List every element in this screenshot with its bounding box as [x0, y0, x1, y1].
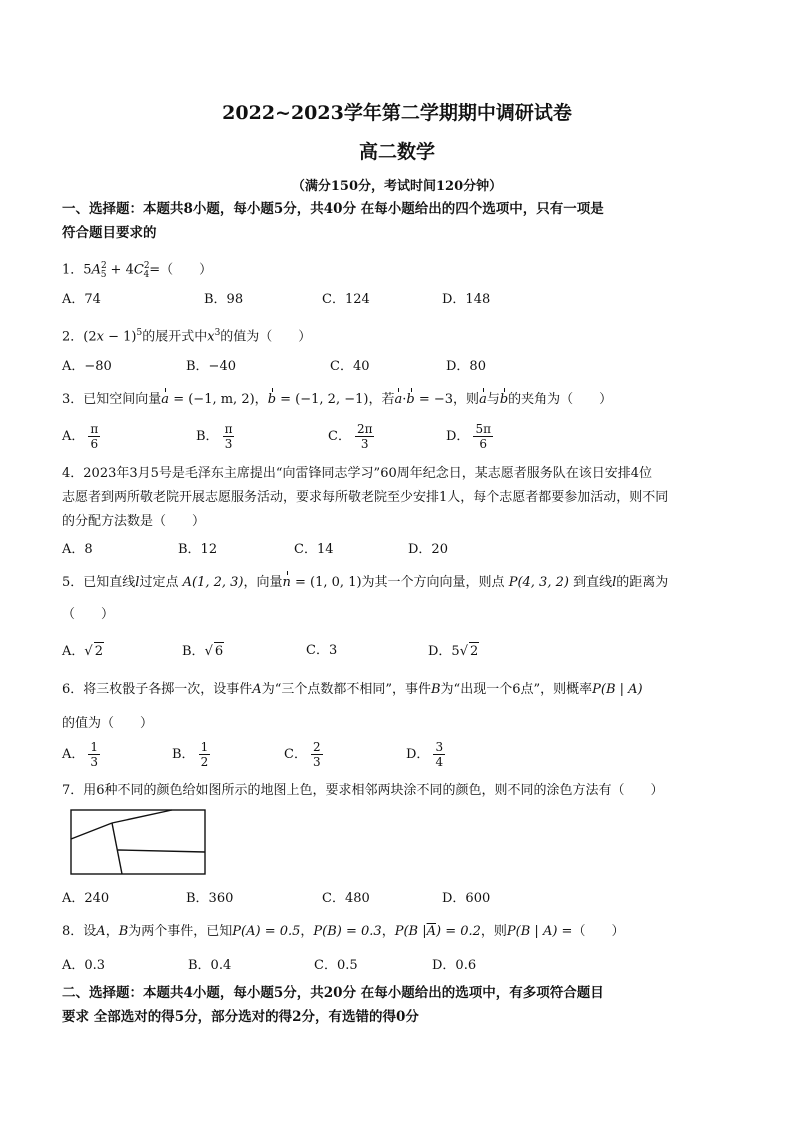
q7-option-d: D．600: [442, 891, 491, 906]
q8-option-b: B．0.4: [188, 958, 232, 973]
q1-option-d: D．148: [442, 292, 491, 307]
q4-option-d: D．20: [408, 542, 448, 557]
q5-option-c: C．3: [306, 643, 338, 658]
q7-option-b: B．360: [186, 891, 234, 906]
q7-option-c: C．480: [322, 891, 370, 906]
map-line-2: [112, 810, 172, 823]
q6-line-2: 的值为（ ）: [62, 716, 154, 731]
q3-option-d: D． $\frac{5\pi}{6}$: [446, 422, 491, 451]
question-2: 2．$(2x - 1)^5$的展开式中$x^3$的值为（ ）: [62, 328, 312, 345]
question-6: 6．将三枚骰子各掷一次，设事件A为“三个点数都不相同”，事件B为“出现一个6点”，则概率P(B | A): [62, 682, 643, 697]
q1-option-c: C．124: [322, 292, 370, 307]
q5-option-b: B．√ 6: [182, 644, 224, 659]
question-3: 3．已知空间向量a = (−1, m, 2)，b = (−1, 2, −1)，若a·b = −3，则a与b的夹角为（ ）: [62, 392, 613, 407]
q5-option-d: D．5√ 2: [428, 644, 479, 659]
question-7: 7．用6种不同的颜色给如图所示的地图上色，要求相邻两块涂不同的颜色，则不同的涂色方法有（ ）: [62, 783, 664, 798]
q3-option-b: B． $\frac{\pi}{3}$: [196, 422, 233, 451]
subject-title: 高二数学: [358, 141, 435, 163]
map-line-1: [71, 823, 112, 839]
map-line-4: [118, 850, 205, 852]
q6-option-a: A． $\frac{1}{3}$: [62, 740, 99, 769]
question-1: 1．$5A^2_5 + 4C^2_4=$（ ）: [62, 261, 213, 280]
q1-option-b: B．98: [204, 292, 244, 307]
q4-option-b: B．12: [178, 542, 218, 557]
exam-info: （满分150分，考试时间120分钟）: [291, 179, 503, 194]
q8-option-c: C．0.5: [314, 958, 358, 973]
q2-option-c: C．40: [330, 359, 370, 374]
q4-option-a: A．8: [62, 542, 93, 557]
region-map-figure: [70, 809, 206, 875]
q8-option-a: A．0.3: [62, 958, 106, 973]
q6-option-c: C． $\frac{2}{3}$: [284, 740, 321, 769]
q2-option-b: B．−40: [186, 359, 236, 374]
question-8: 8．设A，B为两个事件，已知P(A) = 0.5，P(B) = 0.3，P(B $|\overline{A}) = 0.2$，则P(B | A) =（ ）: [62, 924, 625, 939]
q2-option-d: D．80: [446, 359, 486, 374]
q8-option-d: D．0.6: [432, 958, 477, 973]
q7-option-a: A．240: [62, 891, 110, 906]
q1-option-a: A．74: [62, 292, 101, 307]
exam-title: 2022~2023学年第二学期期中调研试卷: [222, 102, 572, 124]
q5-option-a: A．√ 2: [62, 644, 103, 659]
q3-option-c: C． $\frac{2\pi}{3}$: [328, 422, 373, 451]
q2-option-a: A．−80: [62, 359, 112, 374]
section-1-heading: 一、选择题：本题共8小题，每小题5分，共40分 在每小题给出的四个选项中，只有一项是 符合题目要求的: [62, 201, 604, 241]
q6-option-d: D． $\frac{3}{4}$: [406, 740, 444, 769]
question-4: 4．2023年3月5号是毛泽东主席提出“向雷锋同志学习”60周年纪念日，某志愿者服务队在该日安排4位 志愿者到两所敬老院开展志愿服务活动，要求每所敬老院至少安排1人，每个志愿者都要参加活动，则不同 的分配方法数是（ ）: [62, 466, 669, 529]
section-2-heading: 二、选择题：本题共4小题，每小题5分，共20分 在每小题给出的选项中，有多项符合题目 要求 全部选对的得5分，部分选对的得2分，有选错的得0分: [62, 985, 604, 1025]
q6-option-b: B． $\frac{1}{2}$: [172, 740, 209, 769]
q3-option-a: A． $\frac{\pi}{6}$: [62, 422, 99, 451]
question-5: 5．已知直线l过定点 A(1, 2, 3)，向量n = (1, 0, 1)为其一个方向向量，则点 P(4, 3, 2) 到直线l的距离为: [62, 575, 669, 590]
q4-option-c: C．14: [294, 542, 334, 557]
map-outer-border: [71, 810, 205, 874]
map-line-3: [112, 823, 122, 874]
q5-answer-paren: （ ）: [62, 607, 115, 622]
